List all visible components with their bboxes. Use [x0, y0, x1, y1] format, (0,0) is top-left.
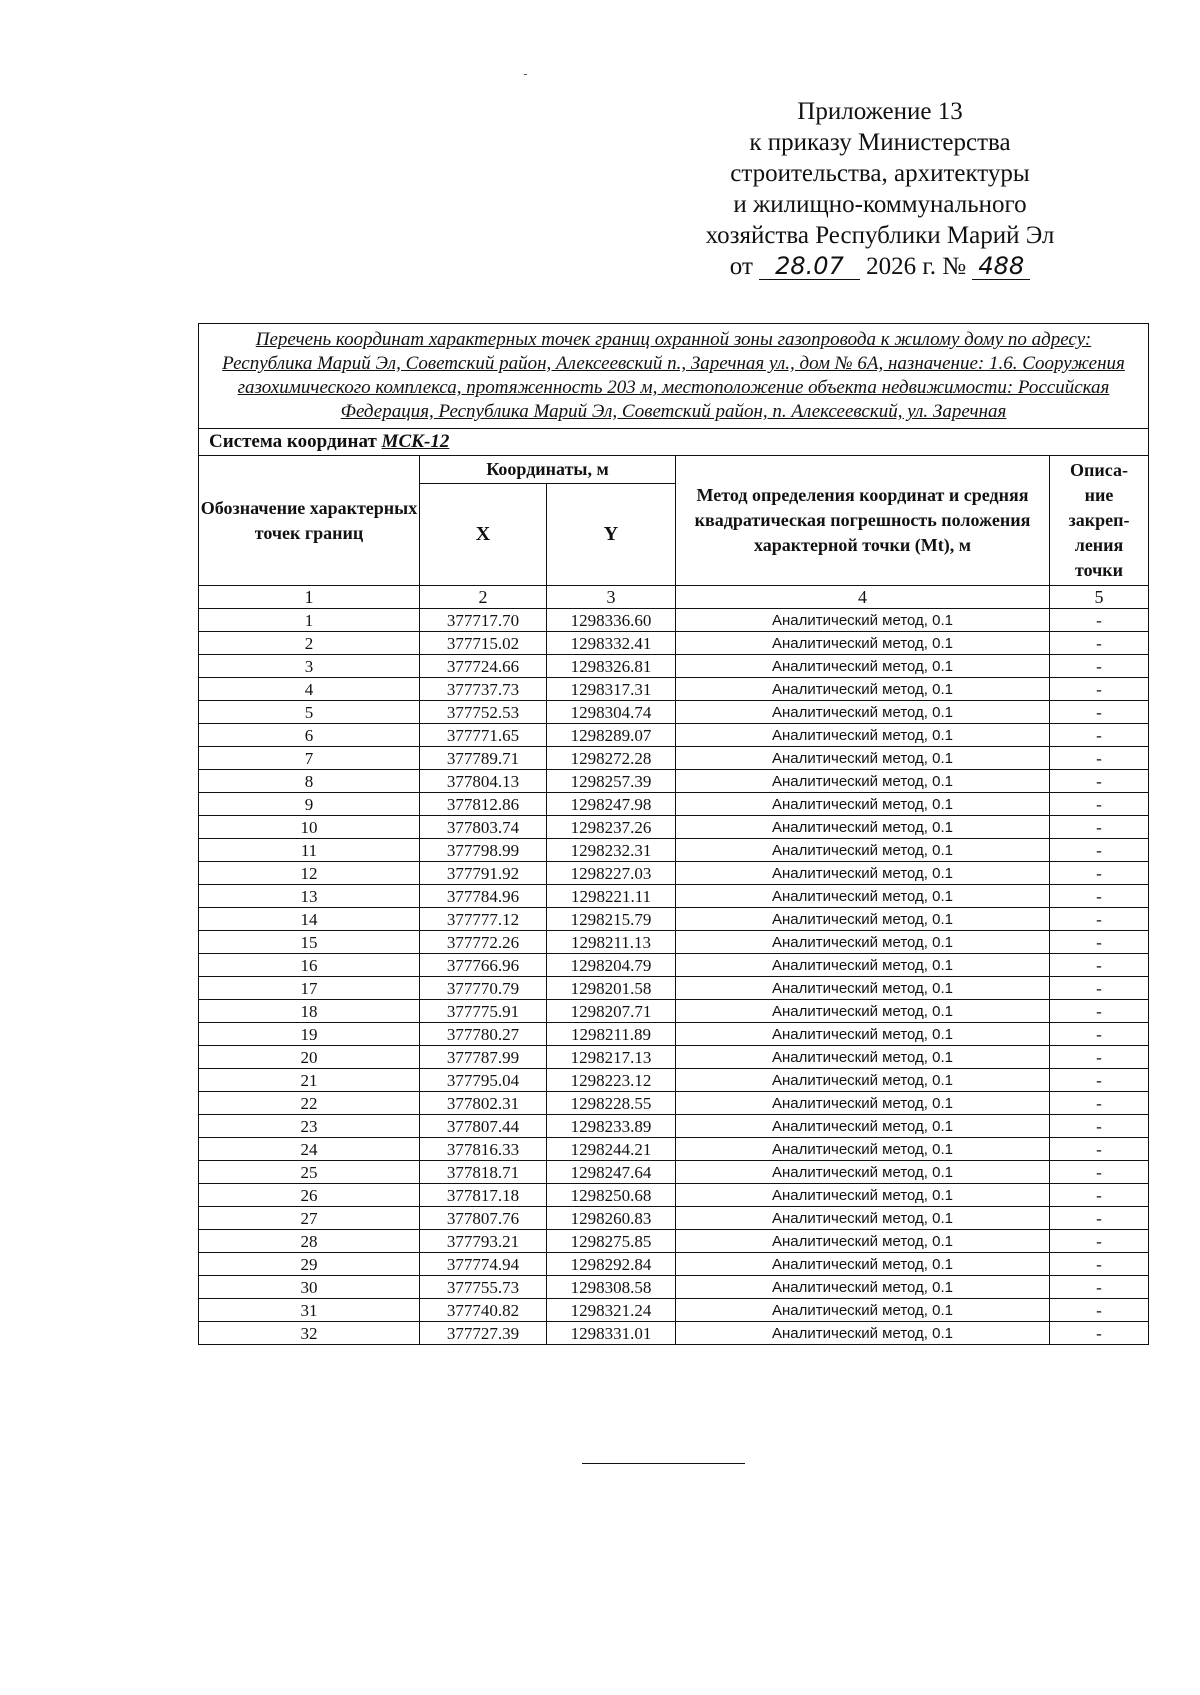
point-number-cell: 25 [199, 1161, 420, 1184]
y-coordinate-cell: 1298321.24 [547, 1299, 676, 1322]
y-coordinate-cell: 1298211.89 [547, 1023, 676, 1046]
point-number-cell: 27 [199, 1207, 420, 1230]
method-cell: Аналитический метод, 0.1 [676, 908, 1050, 931]
y-coordinate-cell: 1298292.84 [547, 1253, 676, 1276]
x-coordinate-cell: 377798.99 [420, 839, 547, 862]
point-number-cell: 21 [199, 1069, 420, 1092]
header-x: X [420, 484, 547, 586]
description-cell: - [1050, 816, 1149, 839]
method-cell: Аналитический метод, 0.1 [676, 931, 1050, 954]
x-coordinate-cell: 377724.66 [420, 655, 547, 678]
y-coordinate-cell: 1298228.55 [547, 1092, 676, 1115]
y-coordinate-cell: 1298233.89 [547, 1115, 676, 1138]
table-row [199, 816, 1149, 839]
description-cell: - [1050, 770, 1149, 793]
method-cell: Аналитический метод, 0.1 [676, 1230, 1050, 1253]
point-number-cell: 29 [199, 1253, 420, 1276]
point-number-cell: 8 [199, 770, 420, 793]
method-cell: Аналитический метод, 0.1 [676, 1253, 1050, 1276]
x-coordinate-cell: 377775.91 [420, 1000, 547, 1023]
y-coordinate-cell: 1298217.13 [547, 1046, 676, 1069]
method-cell: Аналитический метод, 0.1 [676, 862, 1050, 885]
table-row [199, 1253, 1149, 1276]
method-cell: Аналитический метод, 0.1 [676, 977, 1050, 1000]
y-coordinate-cell: 1298331.01 [547, 1322, 676, 1345]
point-number-cell: 19 [199, 1023, 420, 1046]
x-coordinate-cell: 377791.92 [420, 862, 547, 885]
point-number-cell: 6 [199, 724, 420, 747]
y-coordinate-cell: 1298247.98 [547, 793, 676, 816]
order-ref-line: к приказу Министерства [749, 129, 1011, 156]
y-coordinate-cell: 1298221.11 [547, 885, 676, 908]
x-coordinate-cell: 377772.26 [420, 931, 547, 954]
table-row [199, 954, 1149, 977]
scan-speck [524, 74, 527, 75]
table-row [199, 793, 1149, 816]
column-index: 4 [676, 586, 1050, 609]
end-of-document-rule [582, 1463, 745, 1464]
method-cell: Аналитический метод, 0.1 [676, 609, 1050, 632]
table-row [199, 1138, 1149, 1161]
x-coordinate-cell: 377812.86 [420, 793, 547, 816]
method-cell: Аналитический метод, 0.1 [676, 1069, 1050, 1092]
x-coordinate-cell: 377766.96 [420, 954, 547, 977]
date-prefix: от [729, 253, 753, 280]
x-coordinate-cell: 377817.18 [420, 1184, 547, 1207]
x-coordinate-cell: 377818.71 [420, 1161, 547, 1184]
y-coordinate-cell: 1298232.31 [547, 839, 676, 862]
description-cell: - [1050, 954, 1149, 977]
point-number-cell: 14 [199, 908, 420, 931]
y-coordinate-cell: 1298272.28 [547, 747, 676, 770]
description-cell: - [1050, 1207, 1149, 1230]
point-number-cell: 13 [199, 885, 420, 908]
y-coordinate-cell: 1298215.79 [547, 908, 676, 931]
method-cell: Аналитический метод, 0.1 [676, 724, 1050, 747]
description-cell: - [1050, 724, 1149, 747]
description-cell: - [1050, 632, 1149, 655]
table-row [199, 1092, 1149, 1115]
y-coordinate-cell: 1298211.13 [547, 931, 676, 954]
description-cell: - [1050, 1276, 1149, 1299]
point-number-cell: 5 [199, 701, 420, 724]
method-cell: Аналитический метод, 0.1 [676, 1023, 1050, 1046]
method-cell: Аналитический метод, 0.1 [676, 1299, 1050, 1322]
table-row [199, 839, 1149, 862]
point-number-cell: 18 [199, 1000, 420, 1023]
header-designation: Обозначение характерных точек границ [199, 456, 420, 586]
description-cell: - [1050, 1046, 1149, 1069]
x-coordinate-cell: 377737.73 [420, 678, 547, 701]
method-cell: Аналитический метод, 0.1 [676, 1138, 1050, 1161]
table-row [199, 701, 1149, 724]
description-cell: - [1050, 977, 1149, 1000]
point-number-cell: 24 [199, 1138, 420, 1161]
y-coordinate-cell: 1298332.41 [547, 632, 676, 655]
y-coordinate-cell: 1298227.03 [547, 862, 676, 885]
x-coordinate-cell: 377740.82 [420, 1299, 547, 1322]
description-cell: - [1050, 655, 1149, 678]
table-row [199, 1000, 1149, 1023]
method-cell: Аналитический метод, 0.1 [676, 839, 1050, 862]
table-row [199, 1046, 1149, 1069]
ministry-line-1: строительства, архитектуры [730, 160, 1030, 187]
method-cell: Аналитический метод, 0.1 [676, 1092, 1050, 1115]
method-cell: Аналитический метод, 0.1 [676, 816, 1050, 839]
description-cell: - [1050, 885, 1149, 908]
description-cell: - [1050, 1023, 1149, 1046]
x-coordinate-cell: 377784.96 [420, 885, 547, 908]
y-coordinate-cell: 1298326.81 [547, 655, 676, 678]
header-description: Описа- ние закреп- ления точки [1050, 456, 1149, 586]
y-coordinate-cell: 1298304.74 [547, 701, 676, 724]
point-number-cell: 20 [199, 1046, 420, 1069]
x-coordinate-cell: 377795.04 [420, 1069, 547, 1092]
column-index: 3 [547, 586, 676, 609]
y-coordinate-cell: 1298317.31 [547, 678, 676, 701]
x-coordinate-cell: 377777.12 [420, 908, 547, 931]
y-coordinate-cell: 1298207.71 [547, 1000, 676, 1023]
point-number-cell: 12 [199, 862, 420, 885]
x-coordinate-cell: 377804.13 [420, 770, 547, 793]
table-row [199, 1184, 1149, 1207]
table-row [199, 1115, 1149, 1138]
point-number-cell: 26 [199, 1184, 420, 1207]
table-row [199, 1276, 1149, 1299]
handwritten-order-number: 488 [972, 253, 1030, 280]
point-number-cell: 4 [199, 678, 420, 701]
table-row [199, 655, 1149, 678]
x-coordinate-cell: 377755.73 [420, 1276, 547, 1299]
method-cell: Аналитический метод, 0.1 [676, 1115, 1050, 1138]
description-cell: - [1050, 1000, 1149, 1023]
method-cell: Аналитический метод, 0.1 [676, 1276, 1050, 1299]
method-cell: Аналитический метод, 0.1 [676, 885, 1050, 908]
table-row [199, 1023, 1149, 1046]
point-number-cell: 1 [199, 609, 420, 632]
table-row [199, 724, 1149, 747]
x-coordinate-cell: 377807.76 [420, 1207, 547, 1230]
x-coordinate-cell: 377807.44 [420, 1115, 547, 1138]
y-coordinate-cell: 1298289.07 [547, 724, 676, 747]
x-coordinate-cell: 377780.27 [420, 1023, 547, 1046]
coordinates-table [198, 323, 1149, 1345]
table-row [199, 609, 1149, 632]
table-row [199, 1299, 1149, 1322]
point-number-cell: 7 [199, 747, 420, 770]
method-cell: Аналитический метод, 0.1 [676, 1161, 1050, 1184]
table-row [199, 747, 1149, 770]
description-cell: - [1050, 747, 1149, 770]
x-coordinate-cell: 377793.21 [420, 1230, 547, 1253]
point-number-cell: 9 [199, 793, 420, 816]
appendix-title: Приложение 13 [797, 98, 963, 125]
table-row [199, 1230, 1149, 1253]
method-cell: Аналитический метод, 0.1 [676, 1207, 1050, 1230]
description-cell: - [1050, 862, 1149, 885]
table-row [199, 1161, 1149, 1184]
point-number-cell: 31 [199, 1299, 420, 1322]
table-row [199, 862, 1149, 885]
method-cell: Аналитический метод, 0.1 [676, 747, 1050, 770]
method-cell: Аналитический метод, 0.1 [676, 1184, 1050, 1207]
description-cell: - [1050, 609, 1149, 632]
table-row [199, 931, 1149, 954]
method-cell: Аналитический метод, 0.1 [676, 1000, 1050, 1023]
description-cell: - [1050, 839, 1149, 862]
y-coordinate-cell: 1298275.85 [547, 1230, 676, 1253]
point-number-cell: 10 [199, 816, 420, 839]
method-cell: Аналитический метод, 0.1 [676, 954, 1050, 977]
method-cell: Аналитический метод, 0.1 [676, 1322, 1050, 1345]
table-row [199, 1207, 1149, 1230]
y-coordinate-cell: 1298201.58 [547, 977, 676, 1000]
y-coordinate-cell: 1298237.26 [547, 816, 676, 839]
year-and-number-label: 2026 г. № [866, 253, 967, 280]
y-coordinate-cell: 1298308.58 [547, 1276, 676, 1299]
point-number-cell: 23 [199, 1115, 420, 1138]
y-coordinate-cell: 1298247.64 [547, 1161, 676, 1184]
point-number-cell: 30 [199, 1276, 420, 1299]
description-cell: - [1050, 1092, 1149, 1115]
description-cell: - [1050, 1230, 1149, 1253]
table-row [199, 885, 1149, 908]
coordinate-system-label: Система координат [209, 431, 377, 452]
description-cell: - [1050, 1322, 1149, 1345]
method-cell: Аналитический метод, 0.1 [676, 1046, 1050, 1069]
description-cell: - [1050, 908, 1149, 931]
point-number-cell: 17 [199, 977, 420, 1000]
ministry-line-2: и жилищно-коммунального [733, 191, 1027, 218]
y-coordinate-cell: 1298204.79 [547, 954, 676, 977]
x-coordinate-cell: 377787.99 [420, 1046, 547, 1069]
x-coordinate-cell: 377715.02 [420, 632, 547, 655]
description-cell: - [1050, 793, 1149, 816]
column-index-row [199, 586, 1149, 609]
description-cell: - [1050, 1253, 1149, 1276]
column-index: 5 [1050, 586, 1149, 609]
x-coordinate-cell: 377816.33 [420, 1138, 547, 1161]
method-cell: Аналитический метод, 0.1 [676, 701, 1050, 724]
description-cell: - [1050, 1161, 1149, 1184]
point-number-cell: 28 [199, 1230, 420, 1253]
description-cell: - [1050, 1069, 1149, 1092]
point-number-cell: 3 [199, 655, 420, 678]
point-number-cell: 15 [199, 931, 420, 954]
method-cell: Аналитический метод, 0.1 [676, 632, 1050, 655]
y-coordinate-cell: 1298260.83 [547, 1207, 676, 1230]
method-cell: Аналитический метод, 0.1 [676, 793, 1050, 816]
coordinates-table-container [198, 323, 1148, 1345]
table-row [199, 770, 1149, 793]
x-coordinate-cell: 377802.31 [420, 1092, 547, 1115]
description-cell: - [1050, 1299, 1149, 1322]
description-cell: - [1050, 1138, 1149, 1161]
point-number-cell: 11 [199, 839, 420, 862]
header-method: Метод определения координат и средняя квадратическая погрешность положения характерной точки (Mt), м [676, 456, 1050, 586]
point-number-cell: 32 [199, 1322, 420, 1345]
ministry-line-3: хозяйства Республики Марий Эл [705, 222, 1055, 249]
y-coordinate-cell: 1298250.68 [547, 1184, 676, 1207]
table-row [199, 678, 1149, 701]
method-cell: Аналитический метод, 0.1 [676, 678, 1050, 701]
x-coordinate-cell: 377771.65 [420, 724, 547, 747]
point-number-cell: 22 [199, 1092, 420, 1115]
point-number-cell: 2 [199, 632, 420, 655]
y-coordinate-cell: 1298244.21 [547, 1138, 676, 1161]
x-coordinate-cell: 377803.74 [420, 816, 547, 839]
y-coordinate-cell: 1298336.60 [547, 609, 676, 632]
table-title: Перечень координат характерных точек границ охранной зоны газопровода к жилому дому по адресу: Республика Марий Эл, Советский район, Алексеевский п., Заречная ул., дом № 6А, назначение: 1.6. Сооружения газохимического комплекса, протяженность 203 м, местоположение объекта недвижимости: Российская Федерация, Республика Марий Эл, Советский район, п. Алексеевский, ул. Заречная [199, 324, 1149, 429]
coordinate-system-row [199, 429, 1149, 456]
method-cell: Аналитический метод, 0.1 [676, 655, 1050, 678]
coordinate-system-value: МСК-12 [381, 431, 450, 452]
description-cell: - [1050, 701, 1149, 724]
y-coordinate-cell: 1298257.39 [547, 770, 676, 793]
x-coordinate-cell: 377770.79 [420, 977, 547, 1000]
handwritten-date: 28.07 [759, 253, 860, 280]
description-cell: - [1050, 1184, 1149, 1207]
x-coordinate-cell: 377752.53 [420, 701, 547, 724]
table-row [199, 977, 1149, 1000]
order-date-line [660, 251, 1100, 282]
method-cell: Аналитический метод, 0.1 [676, 770, 1050, 793]
column-index: 1 [199, 586, 420, 609]
x-coordinate-cell: 377774.94 [420, 1253, 547, 1276]
x-coordinate-cell: 377789.71 [420, 747, 547, 770]
y-coordinate-cell: 1298223.12 [547, 1069, 676, 1092]
column-index: 2 [420, 586, 547, 609]
appendix-header [660, 96, 1100, 282]
description-cell: - [1050, 678, 1149, 701]
point-number-cell: 16 [199, 954, 420, 977]
table-row [199, 632, 1149, 655]
table-row [199, 908, 1149, 931]
x-coordinate-cell: 377727.39 [420, 1322, 547, 1345]
table-row [199, 1322, 1149, 1345]
description-cell: - [1050, 1115, 1149, 1138]
table-row [199, 1069, 1149, 1092]
x-coordinate-cell: 377717.70 [420, 609, 547, 632]
header-coordinates: Координаты, м [420, 456, 676, 484]
description-cell: - [1050, 931, 1149, 954]
header-y: Y [547, 484, 676, 586]
